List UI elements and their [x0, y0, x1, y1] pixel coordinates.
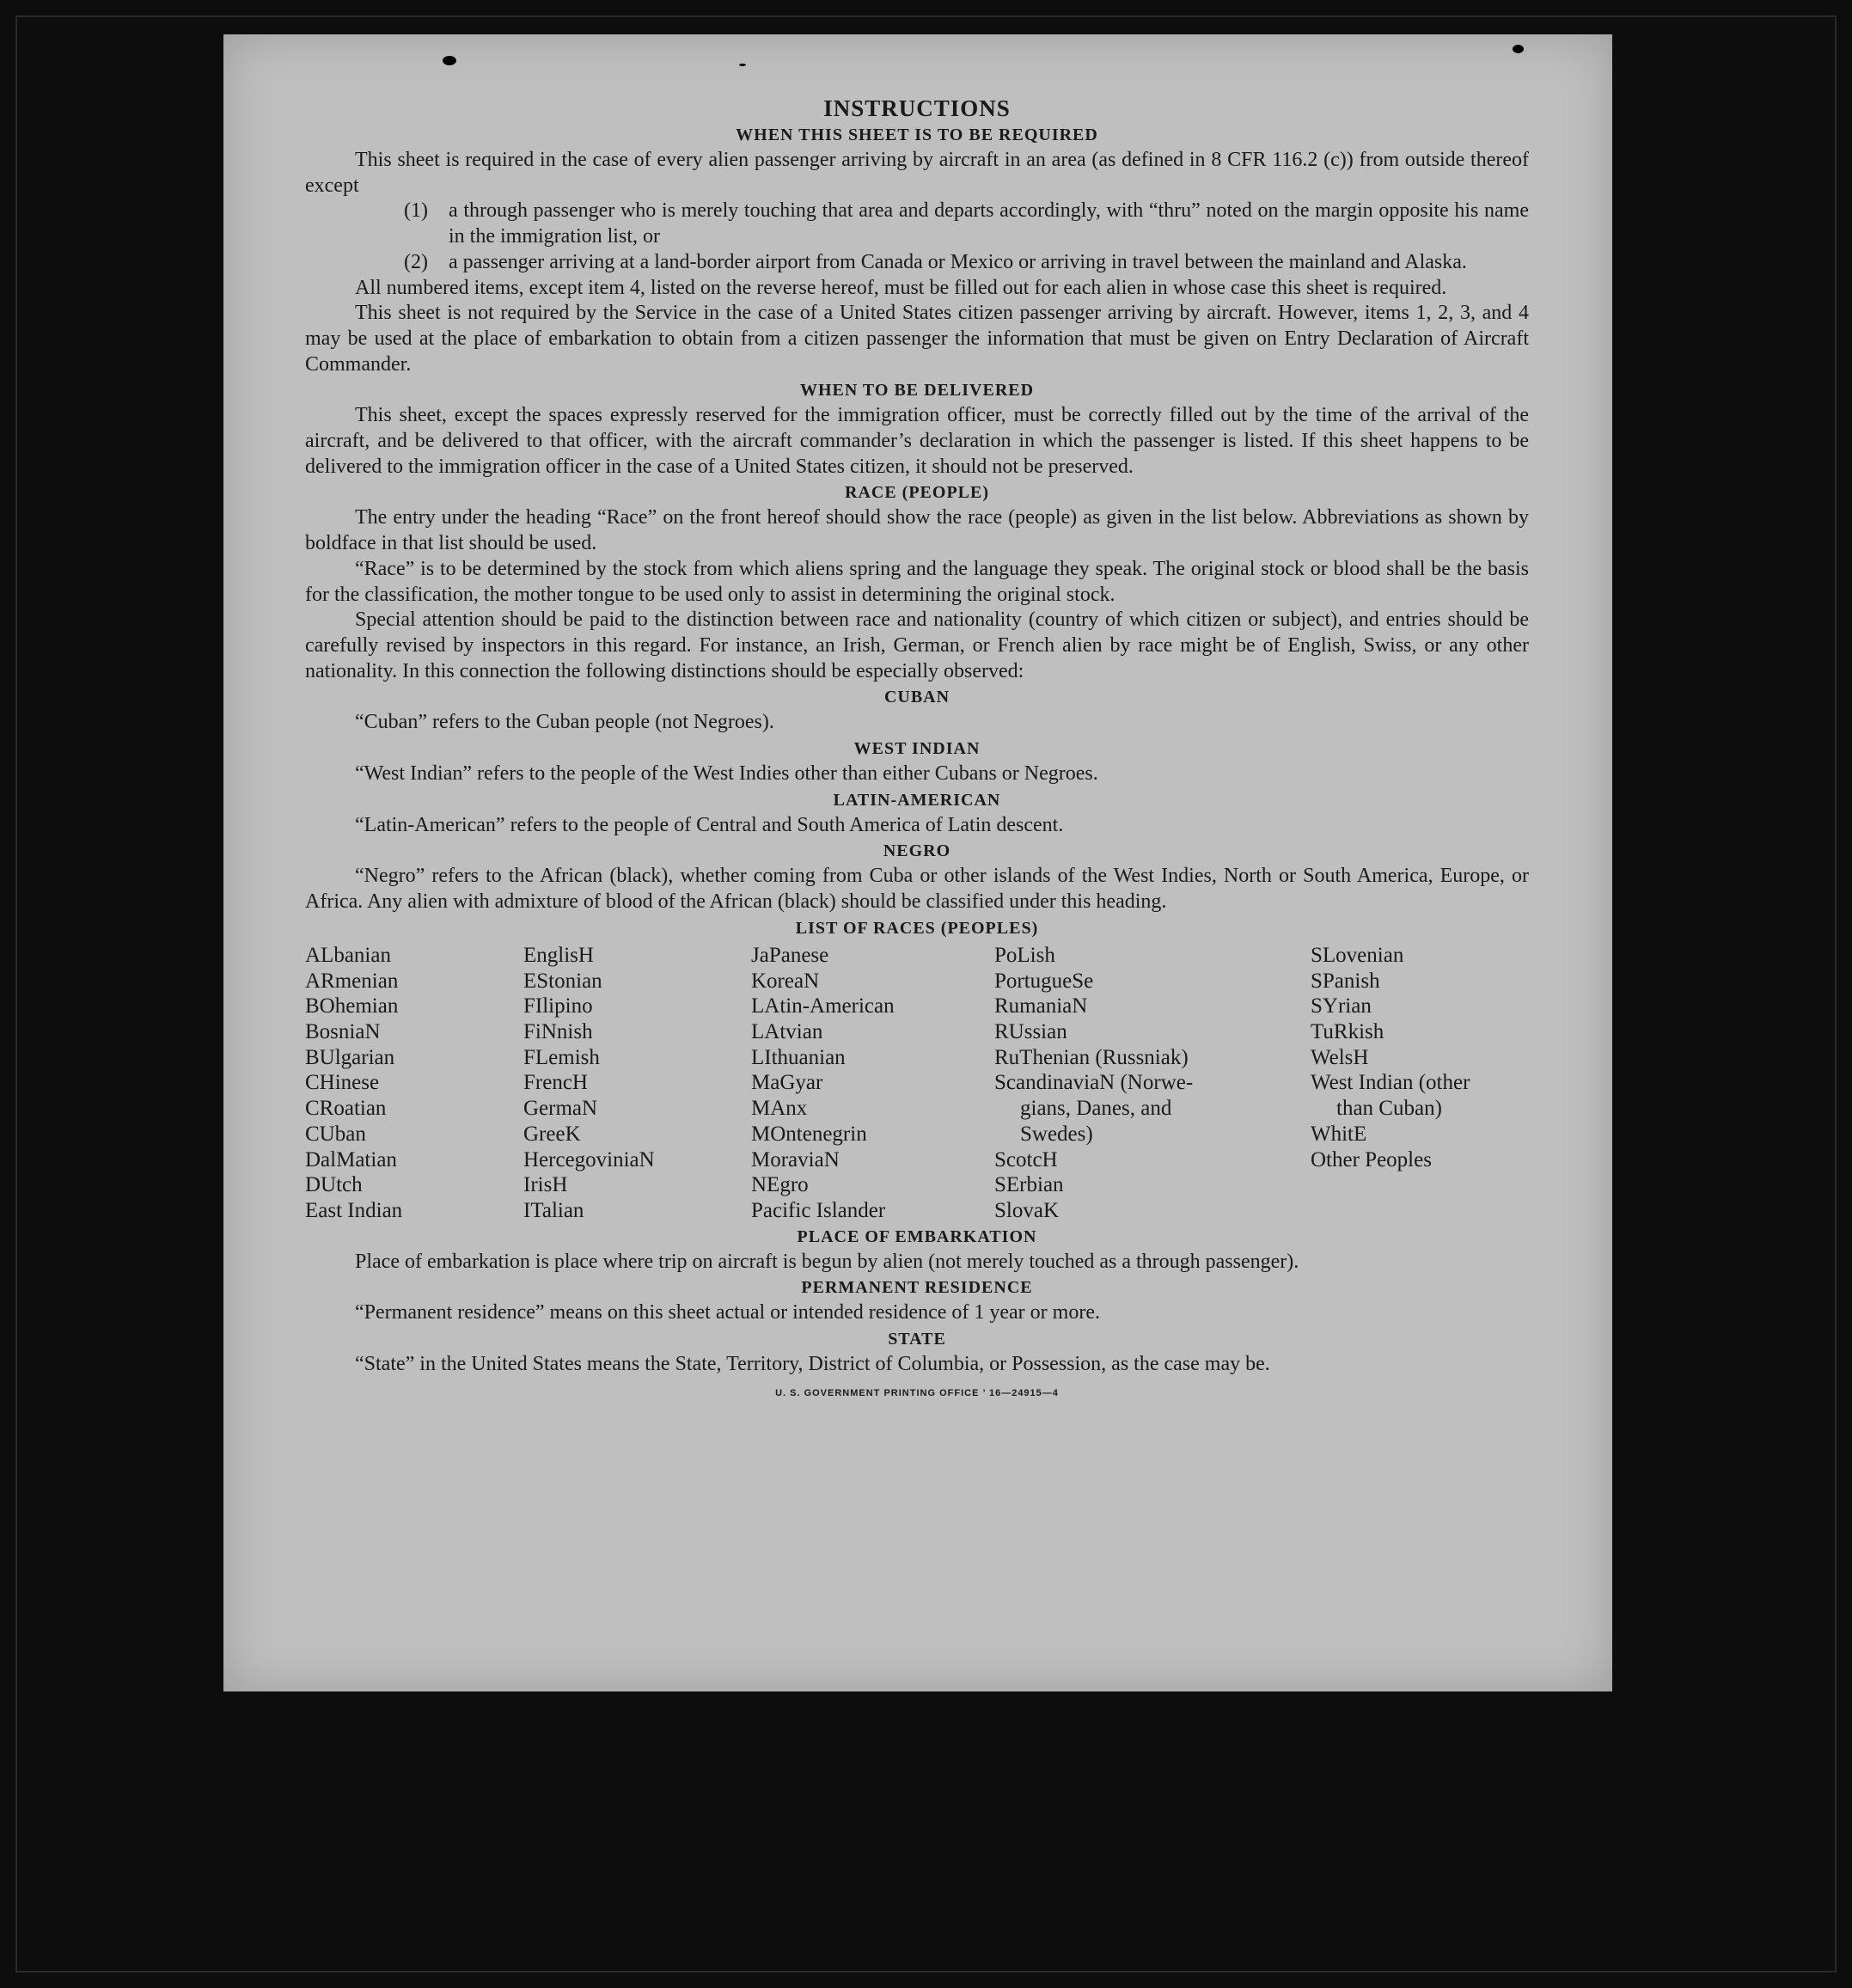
- race-entry: LAtin-American: [751, 994, 895, 1018]
- item-number: (1): [404, 199, 428, 223]
- paragraph: The entry under the heading “Race” on the front hereof should show the race (people) as given in the list below. Abbreviations as shown by boldface in that list should be used.: [305, 506, 1529, 555]
- race-entry: PoLish: [994, 943, 1055, 967]
- race-entry: DalMatian: [305, 1147, 397, 1171]
- section-heading-race: RACE (PEOPLE): [845, 483, 989, 503]
- races-column: [523, 943, 751, 1224]
- race-entry: ScandinaviaN (Norwe-: [994, 1071, 1194, 1095]
- race-entry: SLovenian: [1311, 943, 1404, 967]
- race-entry: FLemish: [523, 1045, 600, 1069]
- race-entry: MoraviaN: [751, 1147, 840, 1171]
- race-entry: ARmenian: [305, 969, 399, 993]
- race-entry: ScotcH: [994, 1147, 1058, 1171]
- section-heading-negro: NEGRO: [883, 841, 951, 861]
- race-entry: BosniaN: [305, 1019, 381, 1043]
- race-entry: West Indian (other: [1311, 1071, 1470, 1095]
- race-entry: TuRkish: [1311, 1019, 1384, 1043]
- paragraph: This sheet is required in the case of every alien passenger arriving by aircraft in an area (as defined in 8 CFR 116.2 (c)) from outside thereof except: [305, 149, 1529, 197]
- printer-imprint: U. S. GOVERNMENT PRINTING OFFICE ’ 16—24915—4: [775, 1387, 1059, 1398]
- races-column: [751, 943, 994, 1224]
- paragraph: “Cuban” refers to the Cuban people (not Negroes).: [355, 711, 774, 734]
- races-column: [305, 943, 523, 1224]
- race-entry: LIthuanian: [751, 1045, 846, 1069]
- instructions-content: [305, 95, 1529, 1406]
- paragraph: “Negro” refers to the African (black), whether coming from Cuba or other islands of the West Indies, North or South America, Europe, or Africa. Any alien with admixture of blood of the African (black) should be classified under this heading.: [305, 865, 1529, 914]
- race-entry: GreeK: [523, 1122, 581, 1146]
- speck: [739, 64, 746, 66]
- list-item: [305, 199, 1529, 249]
- race-entry: SErbian: [994, 1173, 1064, 1197]
- page-title: INSTRUCTIONS: [823, 95, 1011, 121]
- race-entry: PortugueSe: [994, 969, 1094, 993]
- section-heading-list-of-races: LIST OF RACES (PEOPLES): [795, 918, 1039, 938]
- section-heading-required: WHEN THIS SHEET IS TO BE REQUIRED: [736, 125, 1098, 144]
- race-entry: LAtvian: [751, 1019, 823, 1043]
- race-entry: than Cuban): [1336, 1097, 1442, 1121]
- races-column: [994, 943, 1311, 1224]
- race-entry: IrisH: [523, 1173, 568, 1197]
- race-entry: Other Peoples: [1311, 1147, 1432, 1171]
- race-entry: FiNnish: [523, 1019, 593, 1043]
- races-column: [1311, 943, 1529, 1224]
- paragraph: This sheet, except the spaces expressly reserved for the immigration officer, must be correctly filled out by the time of the arrival of the aircraft, and be delivered to that officer, with the aircraft commander’s declaration in which the passenger is listed. If this sheet happens to be delivered to the immigration officer in the case of a United States citizen, it should not be preserved.: [305, 404, 1529, 478]
- race-entry: Pacific Islander: [751, 1198, 886, 1222]
- race-entry: RUssian: [994, 1019, 1067, 1043]
- race-entry: BOhemian: [305, 994, 399, 1018]
- paragraph: Place of embarkation is place where trip on aircraft is begun by alien (not merely touched as a through passenger).: [355, 1250, 1299, 1273]
- paragraph: “State” in the United States means the State, Territory, District of Columbia, or Possession, as the case may be.: [355, 1353, 1270, 1376]
- section-heading-latin-american: LATIN-AMERICAN: [833, 790, 1001, 810]
- race-entry: CRoatian: [305, 1097, 387, 1121]
- race-entry: CHinese: [305, 1071, 380, 1095]
- race-entry: RumaniaN: [994, 994, 1088, 1018]
- race-entry: ITalian: [523, 1198, 584, 1222]
- section-heading-delivered: WHEN TO BE DELIVERED: [799, 381, 1035, 401]
- item-text: a through passenger who is merely touching that area and departs accordingly, with “thru” noted on the margin opposite his name in the immigration list, or: [449, 199, 1529, 248]
- race-entry: SlovaK: [994, 1198, 1059, 1222]
- race-entry: HercegoviniaN: [523, 1147, 655, 1171]
- race-entry: BUlgarian: [305, 1045, 395, 1069]
- race-entry: RuThenian (Russniak): [994, 1045, 1189, 1069]
- speck: [1513, 45, 1524, 53]
- race-entry: DUtch: [305, 1173, 363, 1197]
- section-heading-embarkation: PLACE OF EMBARKATION: [797, 1226, 1037, 1246]
- race-entry: MOntenegrin: [751, 1122, 867, 1146]
- race-entry: NEgro: [751, 1173, 809, 1197]
- race-entry: East Indian: [305, 1198, 403, 1222]
- race-entry: ALbanian: [305, 943, 391, 967]
- race-entry: WelsH: [1311, 1045, 1369, 1069]
- paragraph: All numbered items, except item 4, listed on the reverse hereof, must be filled out for each alien in whose case this sheet is required.: [355, 276, 1447, 299]
- section-heading-state: STATE: [888, 1330, 946, 1349]
- paragraph: “Race” is to be determined by the stock from which aliens spring and the language they speak. The original stock or blood shall be the basis for the classification, the mother tongue to be used only to assist in determining the original stock.: [305, 557, 1529, 606]
- item-number: (2): [404, 250, 428, 273]
- paragraph: Special attention should be paid to the distinction between race and nationality (country of which citizen or subject), and entries should be carefully revised by inspectors in this regard. For instance, an Irish, German, or French alien by race might be of English, Swiss, or any other nationality. In this connection the following distinctions should be especially observed:: [305, 609, 1529, 682]
- list-item: [305, 250, 1529, 276]
- race-entry: MAnx: [751, 1097, 808, 1121]
- race-entry: JaPanese: [751, 943, 829, 967]
- speck: [443, 56, 456, 65]
- race-entry: KoreaN: [751, 969, 820, 993]
- section-heading-cuban: CUBAN: [883, 688, 950, 707]
- paragraph: “Latin-American” refers to the people of Central and South America of Latin descent.: [355, 813, 1064, 836]
- race-entry: Swedes): [1020, 1122, 1093, 1146]
- race-entry: SPanish: [1311, 969, 1380, 993]
- race-entry: MaGyar: [751, 1071, 823, 1095]
- paragraph: This sheet is not required by the Service in the case of a United States citizen passenger arriving by aircraft. However, items 1, 2, 3, and 4 may be used at the place of embarkation to obtain from a citizen passenger the information that must be given on Entry Declaration of Aircraft Commander.: [305, 302, 1529, 376]
- paragraph: “West Indian” refers to the people of the West Indies other than either Cubans or Negroes.: [355, 762, 1098, 786]
- race-entry: GermaN: [523, 1097, 598, 1121]
- race-entry: gians, Danes, and: [1020, 1097, 1172, 1121]
- race-entry: EStonian: [523, 969, 602, 993]
- race-entry: EnglisH: [523, 943, 594, 967]
- race-entry: FIlipino: [523, 994, 593, 1018]
- section-heading-residence: PERMANENT RESIDENCE: [801, 1278, 1033, 1298]
- item-text: a passenger arriving at a land-border airport from Canada or Mexico or arriving in travel between the mainland and Alaska.: [449, 250, 1467, 273]
- race-entry: WhitE: [1311, 1122, 1367, 1146]
- section-heading-west-indian: WEST INDIAN: [853, 739, 981, 759]
- race-entry: FrencH: [523, 1071, 588, 1095]
- race-entry: SYrian: [1311, 994, 1372, 1018]
- document-sheet: [223, 34, 1612, 1691]
- paragraph: “Permanent residence” means on this sheet actual or intended residence of 1 year or more.: [355, 1301, 1100, 1324]
- race-entry: CUban: [305, 1122, 366, 1146]
- races-table: [305, 943, 1529, 1224]
